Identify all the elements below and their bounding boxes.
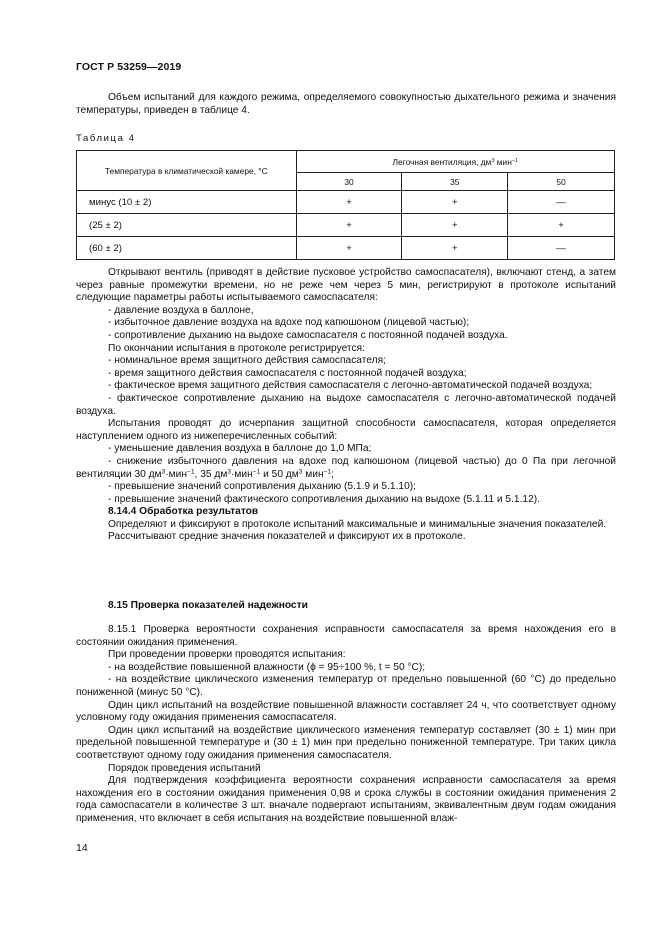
table-header-row	[77, 151, 615, 173]
table-row	[77, 214, 615, 237]
list-item: - уменьшение давления воздуха в баллоне до 1,0 МПа;	[108, 443, 372, 455]
row-temperature: минус (10 ± 2)	[77, 191, 297, 214]
table-row	[77, 191, 615, 214]
cell-mark: +	[296, 191, 402, 214]
paragraph: Один цикл испытаний на воздействие циклического изменения температур составляет (30 ± 1) мин при предельной повышенной температуре и (30 ± 1) мин при предельно пониженной температуре. Три таких цикла соответствуют одному году ожидания применения самоспасателя.	[76, 724, 616, 761]
paragraph: Испытания проводят до исчерпания защитной способности самоспасателя, которая определяется наступлением одного из нижеперечисленных событий:	[76, 418, 616, 442]
cell-mark: +	[402, 191, 508, 214]
subheader-50: 50	[508, 173, 615, 191]
paragraph: Один цикл испытаний на воздействие повышенной влажности составляет 24 ч, что соответствует одному условному году ожидания применения самоспасателя.	[76, 699, 616, 724]
cell-mark: +	[296, 237, 402, 260]
paragraph: Порядок проведения испытаний	[108, 762, 261, 774]
page-number: 14	[76, 842, 88, 854]
list-item: - снижение избыточного давления на вдохе под капюшоном (лицевой частью) до 0 Па при легочной вентиляции 30 $дм^3\cdot мин^{-1}$, 35 $дм^3\cdot мин^{-1}$ и 50 $дм^3$ мин$^{-1}$;	[76, 455, 616, 480]
list-item: - избыточное давление воздуха на вдохе под капюшоном (лицевой частью);	[108, 317, 470, 329]
body-text	[76, 267, 616, 544]
list-item: - номинальное время защитного действия самоспасателя;	[108, 355, 386, 367]
paragraph: По окончании испытания в протоколе регистрируется:	[108, 342, 365, 354]
subheader-30: 30	[296, 173, 402, 191]
table-caption: Таблица 4	[76, 133, 136, 144]
paragraph: Открывают вентиль (приводят в действие пусковое устройство самоспасателя), включают стенд, а затем через равные промежутки времени, но не реже чем через 5 мин, регистрируют в протоколе испытаний следующие параметры работы испытываемого самоспасателя:	[76, 267, 616, 304]
cell-mark: —	[508, 191, 615, 214]
list-item: - давление воздуха в баллоне,	[108, 304, 254, 316]
intro-block	[76, 92, 616, 117]
row-temperature: (60 ± 2)	[77, 237, 297, 260]
paragraph: Рассчитывают средние значения показателей и фиксируют их в протоколе.	[108, 531, 466, 543]
header-temperature: Температура в климатической камере, °С	[77, 151, 297, 191]
list-item: - превышение значений сопротивления дыханию (5.1.9 и 5.1.10);	[108, 481, 416, 493]
list-item: - превышение значений фактического сопротивления дыханию на выдохе (5.1.11 и 5.1.12).	[108, 493, 540, 505]
intro-paragraph: Объем испытаний для каждого режима, определяемого совокупностью дыхательного режима и значения температуры, приведен в таблице 4.	[76, 92, 616, 116]
body-text-2	[76, 624, 616, 826]
list-item: - на воздействие циклического изменения температур от предельно повышенной (60 °С) до предельно пониженной (минус 50 °С).	[76, 674, 616, 698]
document-code: ГОСТ Р 53259—2019	[76, 61, 182, 73]
list-item: - фактическое время защитного действия самоспасателя с легочно-автоматической подачей воздуха;	[108, 380, 593, 392]
section-heading-8-15: 8.15 Проверка показателей надежности	[108, 600, 308, 611]
list-item: - сопротивление дыханию на выдохе самоспасателя с постоянной подачей воздуха.	[108, 329, 508, 341]
cell-mark: +	[402, 214, 508, 237]
row-temperature: (25 ± 2)	[77, 214, 297, 237]
subheader-35: 35	[402, 173, 508, 191]
cell-mark: +	[296, 214, 402, 237]
paragraph: Определяют и фиксируют в протоколе испытаний максимальные и минимальные значения показателей.	[108, 518, 607, 530]
list-item: - время защитного действия самоспасателя с постоянной подачей воздуха;	[108, 367, 467, 379]
section-8-15	[76, 600, 616, 613]
table-row	[77, 237, 615, 260]
list-item: - на воздействие повышенной влажности (ϕ = 95÷100 %, t = 50 °С);	[108, 661, 426, 673]
cell-mark: +	[402, 237, 508, 260]
header-lung-ventilation: Легочная вентиляция, $дм^3$ мин$^{-1}$	[296, 151, 614, 173]
section-heading-8-14-4: 8.14.4 Обработка результатов	[108, 506, 259, 518]
list-item: - фактическое сопротивление дыханию на выдохе самоспасателя с легочно-автоматической подачей воздуха.	[76, 392, 616, 417]
paragraph: 8.15.1 Проверка вероятности сохранения исправности самоспасателя за время нахождения его в состоянии ожидания применения.	[76, 624, 616, 648]
cell-mark: +	[508, 214, 615, 237]
paragraph: При проведении проверки проводятся испытания:	[108, 649, 346, 661]
paragraph: Для подтверждения коэффициента вероятности сохранения исправности самоспасателя за время нахождения его в состоянии ожидания применения 0,98 и срока службы в состоянии ожидания применения 2 года самоспасатели в количестве 3 шт. вначале подвергают испытаниям, эквивалентным двум годам ожидания применения, что включает в себя испытания на воздействие повышенной влаж-	[76, 775, 616, 824]
cell-mark: —	[508, 237, 615, 260]
table-4	[76, 150, 615, 260]
